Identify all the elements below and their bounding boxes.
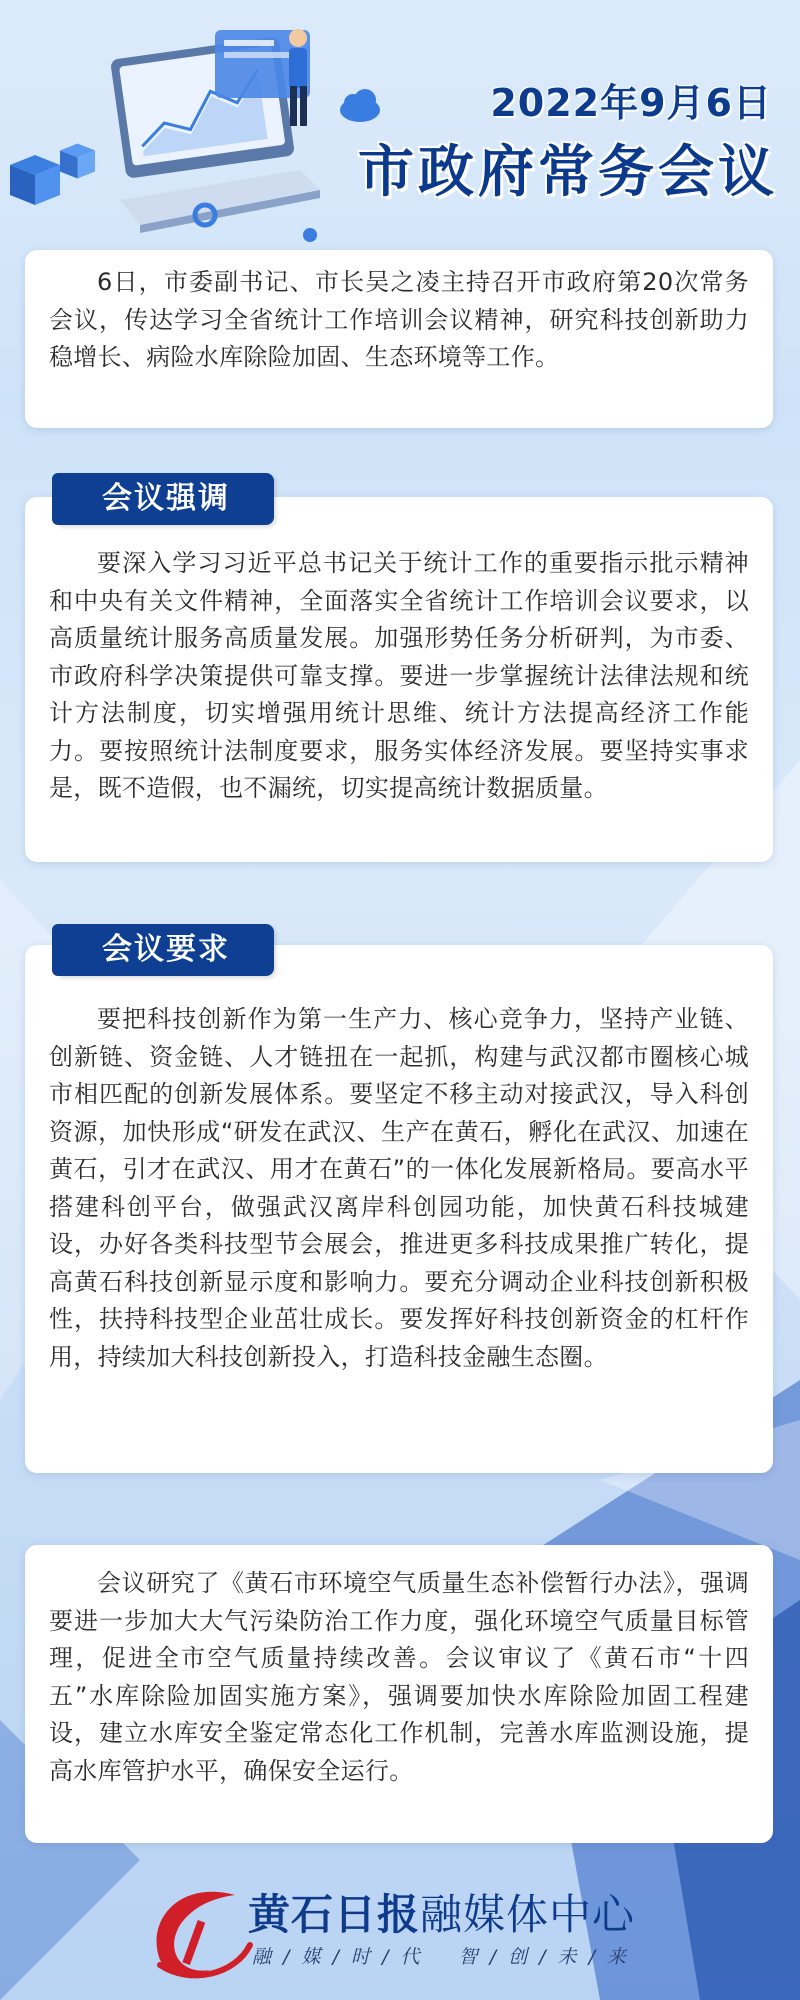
laptop-illustration-icon (0, 0, 330, 245)
brand-name (248, 1882, 635, 1942)
logo-icon (140, 1875, 260, 1985)
requirements-card (25, 945, 773, 1473)
review-card (25, 1545, 773, 1843)
brand-name-bold: 黄石日报 (248, 1890, 421, 1939)
emphasis-card (25, 497, 773, 862)
meeting-date: 2022年9月6日 (490, 81, 772, 125)
section-tag-requirements: 会议要求 (58, 924, 274, 976)
cloud-icon (335, 85, 385, 125)
section-tag-emphasis: 会议强调 (58, 473, 274, 525)
requirements-text: 要把科技创新作为第一生产力、核心竞争力，坚持产业链、创新链、资金链、人才链扭在一起抓，构建与武汉都市圈核心城市相匹配的创新发展体系。要坚定不移主动对接武汉，导入科创资源，加快形成“研发在武汉、生产在黄石，孵化在武汉、加速在黄石，引才在武汉、用才在黄石”的一体化发展新格局。要高水平搭建科创平台，做强武汉离岸科创园功能，加快黄石科技城建设，办好各类科技型节会展会，推进更多科技成果推广转化，提高黄石科技创新显示度和影响力。要充分调动企业科技创新积极性，扶持科技型企业茁壮成长。要发挥好科技创新资金的杠杆作用，持续加大科技创新投入，打造科技金融生态圈。 (49, 1005, 749, 1371)
review-text: 会议研究了《黄石市环境空气质量生态补偿暂行办法》，强调要进一步加大大气污染防治工作力度，强化环境空气质量目标管理，促进全市空气质量持续改善。会议审议了《黄石市“十四五”水库除险加固实施方案》，强调要加快水库除险加固工程建设，建立水库安全鉴定常态化工作机制，完善水库监测设施，提高水库管护水平，确保安全运行。 (49, 1569, 749, 1785)
emphasis-text: 要深入学习习近平总书记关于统计工作的重要指示批示精神和中央有关文件精神，全面落实全省统计工作培训会议要求，以高质量统计服务高质量发展。加强形势任务分析研判，为市委、市政府科学决策提供可靠支撑。要进一步掌握统计法律法规和统计方法制度，切实增强用统计思维、统计方法提高经济工作能力。要按照统计法制度要求，服务实体经济发展。要坚持实事求是，既不造假，也不漏统，切实提高统计数据质量。 (49, 549, 749, 802)
brand-name-light: 融媒体中心 (420, 1890, 636, 1939)
page-title: 市政府常务会议 (358, 140, 778, 205)
hero-banner (0, 0, 800, 245)
intro-card (25, 250, 773, 428)
brand-slogan: 融 / 媒 / 时 / 代 智 / 创 / 未 / 来 (252, 1946, 630, 1968)
intro-text: 6日，市委副书记、市长吴之凌主持召开市政府第20次常务会议，传达学习全省统计工作培训会议精神，研究科技创新助力稳增长、病险水库除险加固、生态环境等工作。 (49, 268, 749, 371)
